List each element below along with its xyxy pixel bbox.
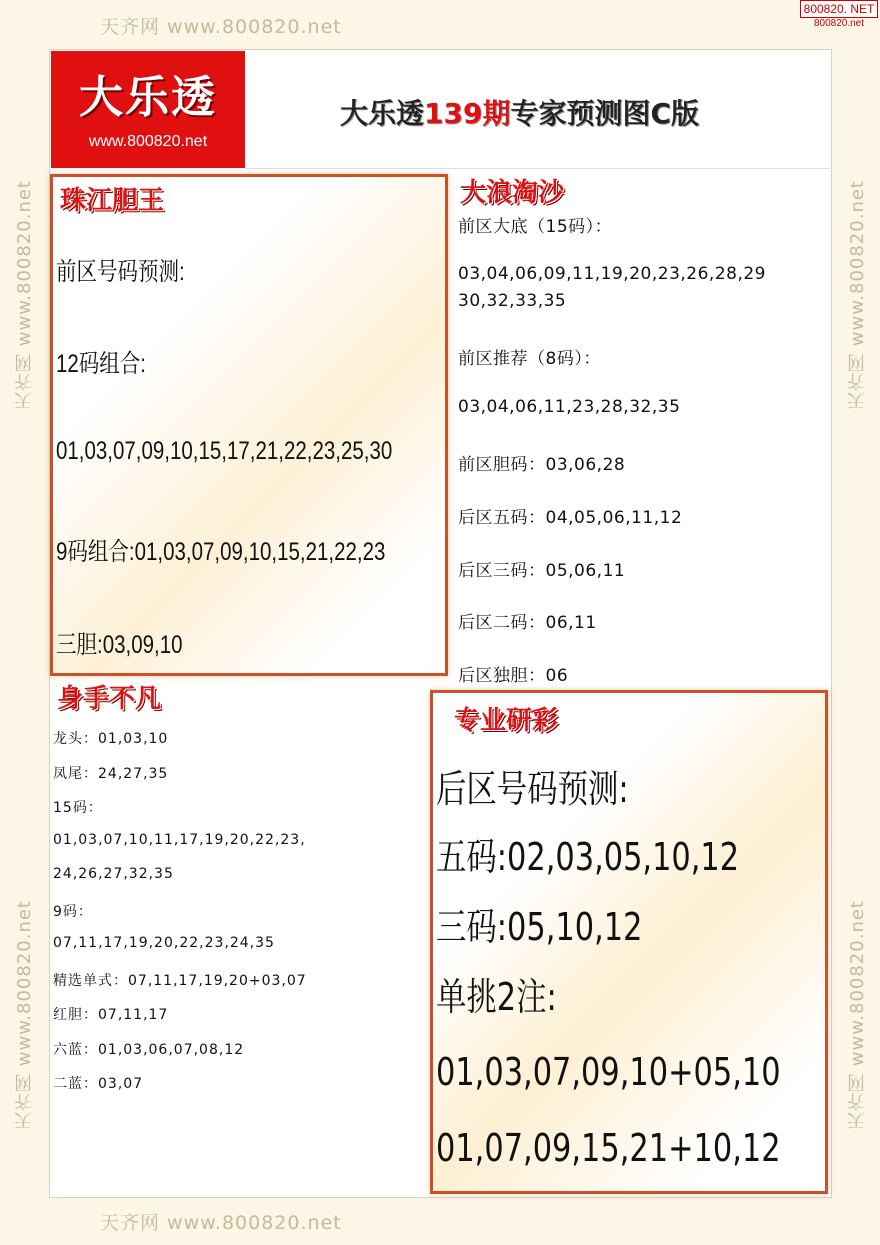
zhuanye-line: 单挑2注: — [436, 975, 557, 1019]
corner-url: 800820.net — [813, 18, 865, 29]
bottom-watermark: 天齐网 www.800820.net — [100, 1212, 342, 1234]
zhuanye-heading: 专业研彩 — [454, 706, 559, 736]
corner-badge-text: 800820. NET — [800, 0, 878, 18]
shenshou-line: 二蓝：03,07 — [53, 1076, 144, 1092]
page-title — [340, 92, 699, 132]
corner-badge — [800, 0, 878, 30]
shenshou-heading: 身手不凡 — [57, 684, 162, 714]
dalang-line: 前区推荐（8码）： — [458, 349, 601, 369]
shenshou-line: 红胆：07,11,17 — [53, 1007, 169, 1023]
left-watermark-upper: 天齐网 www.800820.net — [14, 180, 35, 410]
zhujiang-line: 前区号码预测: — [56, 258, 185, 286]
zhujiang-line: 01,03,07,09,10,15,17,21,22,23,25,30 — [56, 437, 393, 465]
logo-url: www.800820.net — [88, 133, 208, 150]
dalang-line: 03,04,06,09,11,19,20,23,26,28,29 — [458, 264, 766, 284]
dalang-line: 后区三码：05,06,11 — [458, 561, 626, 581]
left-watermark-lower: 天齐网 www.800820.net — [14, 900, 35, 1130]
dalang-line: 前区胆码：03,06,28 — [458, 455, 626, 475]
zhuanye-line: 01,07,09,15,21+10,12 — [436, 1126, 781, 1170]
dalang-line: 前区大底（15码）： — [458, 217, 613, 237]
zhujiang-line: 9码组合:01,03,07,09,10,15,21,22,23 — [56, 538, 386, 566]
shenshou-line: 六蓝：01,03,06,07,08,12 — [53, 1042, 245, 1058]
dalang-line: 后区独胆：06 — [458, 666, 569, 686]
shenshou-line: 凤尾：24,27,35 — [53, 766, 169, 782]
top-watermark: 天齐网 www.800820.net — [100, 16, 342, 38]
logo — [51, 51, 245, 168]
shenshou-line: 精选单式：07,11,17,19,20+03,07 — [53, 973, 307, 989]
shenshou-line: 9码： — [53, 904, 93, 920]
zhujiang-line: 12码组合: — [56, 350, 147, 378]
zhujiang-line: 三胆:03,09,10 — [56, 631, 183, 659]
title-suffix: 专家预测图C版 — [510, 97, 700, 130]
dalang-line: 30,32,33,35 — [458, 291, 567, 311]
zhuanye-line: 后区号码预测: — [436, 767, 629, 811]
zhujiang-panel — [50, 174, 448, 676]
dalang-line: 后区二码：06,11 — [458, 613, 597, 633]
title-prefix: 大乐透 — [340, 97, 425, 130]
shenshou-line: 07,11,17,19,20,22,23,24,35 — [53, 935, 275, 951]
zhuanye-line: 五码:02,03,05,10,12 — [436, 835, 740, 879]
zhuanye-line: 三码:05,10,12 — [436, 905, 643, 949]
dalang-heading: 大浪淘沙 — [460, 178, 565, 208]
dalang-line: 后区五码：04,05,06,11,12 — [458, 508, 683, 528]
shenshou-line: 15码： — [53, 800, 103, 816]
shenshou-line: 24,26,27,32,35 — [53, 866, 174, 882]
dalang-line: 03,04,06,11,23,28,32,35 — [458, 397, 681, 417]
header-divider — [245, 168, 830, 169]
shenshou-line: 龙头：01,03,10 — [53, 731, 169, 747]
right-watermark-upper: 天齐网 www.800820.net — [847, 180, 868, 410]
zhujiang-heading: 珠江胆王 — [60, 186, 165, 216]
logo-title: 大乐透 — [79, 72, 217, 123]
shenshou-line: 01,03,07,10,11,17,19,20,22,23, — [53, 832, 306, 848]
title-issue: 139期 — [424, 97, 511, 130]
zhuanye-line: 01,03,07,09,10+05,10 — [436, 1050, 781, 1094]
right-watermark-lower: 天齐网 www.800820.net — [847, 900, 868, 1130]
